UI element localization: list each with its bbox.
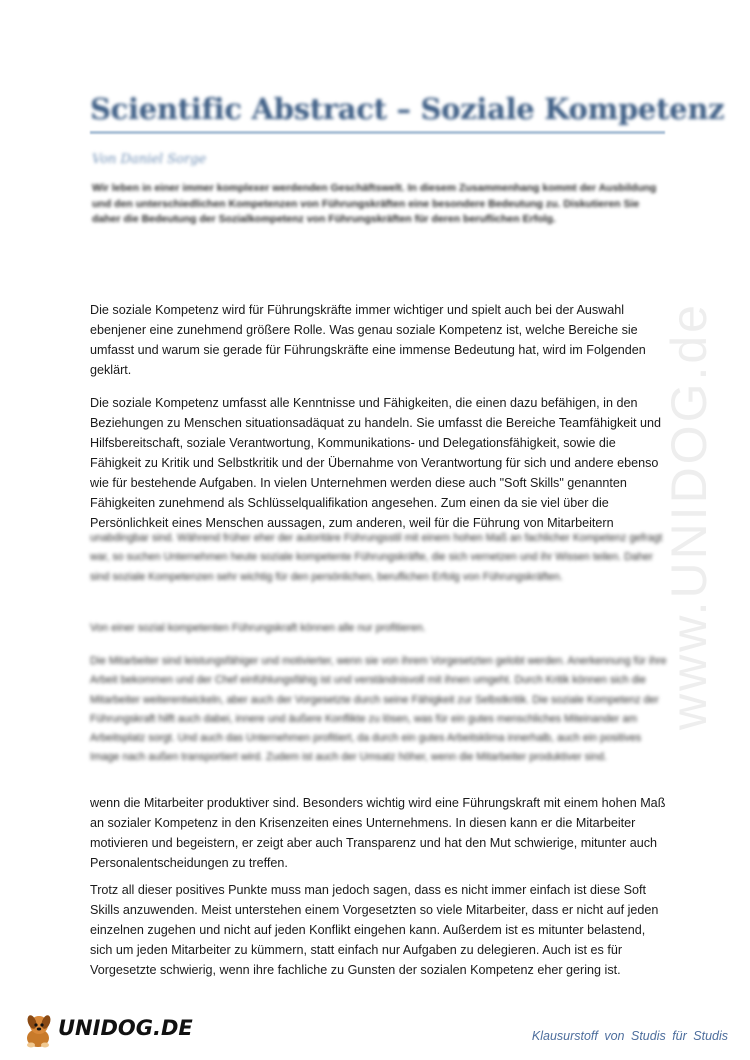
title-underline bbox=[90, 131, 665, 134]
dog-mascot-icon bbox=[22, 1012, 58, 1050]
author-line: Von Daniel Sorge bbox=[92, 152, 207, 167]
watermark: www.UNIDOG.de bbox=[661, 302, 717, 730]
paragraph-intro: Die soziale Kompetenz wird für Führungskräfte immer wichtiger und spielt auch bei der Auswahl ebenjener eine zunehmend größere Rolle. Was genau soziale Kompetenz ist, welche Bereiche sie umfasst und warum sie gerade für Führungskräfte eine immense Bedeutung hat, wird im Folgenden geklärt. bbox=[90, 303, 646, 377]
document-title: Scientific Abstract – Soziale Kompetenz bbox=[90, 92, 725, 126]
paragraph-definition: Die soziale Kompetenz umfasst alle Kenntnisse und Fähigkeiten, die einen dazu befähigen, in den Beziehungen zu Menschen situationsadäquat zu handeln. Sie umfasst die Bereiche Teamfähigkeit und Hilfsbereitschaft, soziale Verantwortung, Kommunikations- und Delegationsfähigkeit, sowie die Fähigkeit zu Kritik und Selbstkritik und der Übernahme von Verantwortung für sich und andere ebenso wie für bestehende Aufgaben. In vielen Unternehmen werden diese auch "Soft Skills" genannten Fähigkeiten zunehmend als Schlüsselqualifikation angesehen. Zum einen da sie viel über die Persönlichkeit eines Menschen aussagen, zum anderen, weil für die Führung von Mitarbeitern bbox=[90, 396, 662, 530]
logo-text: UNIDOG.DE bbox=[58, 1016, 193, 1040]
unidog-logo[interactable] bbox=[22, 1012, 193, 1052]
footer-tagline: Klausurstoff von Studis für Studis bbox=[531, 1029, 728, 1043]
blurred-paragraph: Die Mitarbeiter sind leistungsfähiger und motivierter, wenn sie von ihrem Vorgesetzten gelobt werden. Anerkennung für ihre Arbeit bekommen und der Chef einfühlungsfähig ist und verständnisvoll mit ihnen umgeht. Durch Kritik können sich die Mitarbeiter weiterentwickeln, aber auch der Vorgesetzte durch seine Fähigkeit zur Selbstkritik. Die soziale Kompetenz der Führungskraft hilft auch dabei, innere und äußere Konflikte zu lösen, was für ein gutes menschliches Miteinander am Arbeitsplatz sorgt. Und auch das Unternehmen profitiert, da durch ein gutes Arbeitsklima innerhalb, auch ein positives Image nach außen transportiert wird. Zudem ist auch der Umsatz höher, wenn die Mitarbeiter produktiver sind. bbox=[90, 655, 667, 764]
paragraph-limitations: Trotz all dieser positives Punkte muss man jedoch sagen, dass es nicht immer einfach ist diese Soft Skills anzuwenden. Meist unterstehen einem Vorgesetzten so viele Mitarbeiter, dass er nicht auf jeden einzelnen zugehen und nicht auf jeden Konflikt eingehen kann. Außerdem ist es mitunter belastend, sich um jeden Mitarbeiter zu kümmern, statt einfach nur Aufgaben zu delegieren. Auch ist es für Vorgesetzte schwierig, wenn ihre fachliche zu Gunsten der sozialen Kompetenz eher gering ist. bbox=[90, 883, 659, 977]
abstract-text: Wir leben in einer immer komplexer werdenden Geschäftswelt. In diesem Zusammenhang kommt der Ausbildung und den unterschiedlichen Kompetenzen von Führungskräften eine besondere Bedeutung zu. Diskutieren Sie daher die Bedeutung der Sozialkompetenz von Führungskräften für deren beruflichen Erfolg. bbox=[92, 182, 657, 225]
paragraph-crisis: wenn die Mitarbeiter produktiver sind. Besonders wichtig wird eine Führungskraft mit einem hohen Maß an sozialer Kompetenz in den Krisenzeiten eines Unternehmens. In diesen kann er die Mitarbeiter motivieren und begeistern, er zeigt aber auch Transparenz und hat den Mut schwierige, mitunter auch Personalentscheidungen zu treffen. bbox=[90, 796, 666, 870]
blurred-short-line: Von einer sozial kompetenten Führungskraft können alle nur profitieren. bbox=[90, 622, 426, 634]
blurred-continuation: unabdingbar sind. Während früher eher der autoritäre Führungsstil mit einem hohen Maß an fachlicher Kompetenz gefragt war, so suchen Unternehmen heute soziale kompetente Führungskräfte, die sich vernetzen und ihr Wissen teilen. Daher sind soziale Kompetenzen sehr wichtig für den persönlichen, beruflichen Erfolg von Führungskräften. bbox=[90, 532, 663, 583]
